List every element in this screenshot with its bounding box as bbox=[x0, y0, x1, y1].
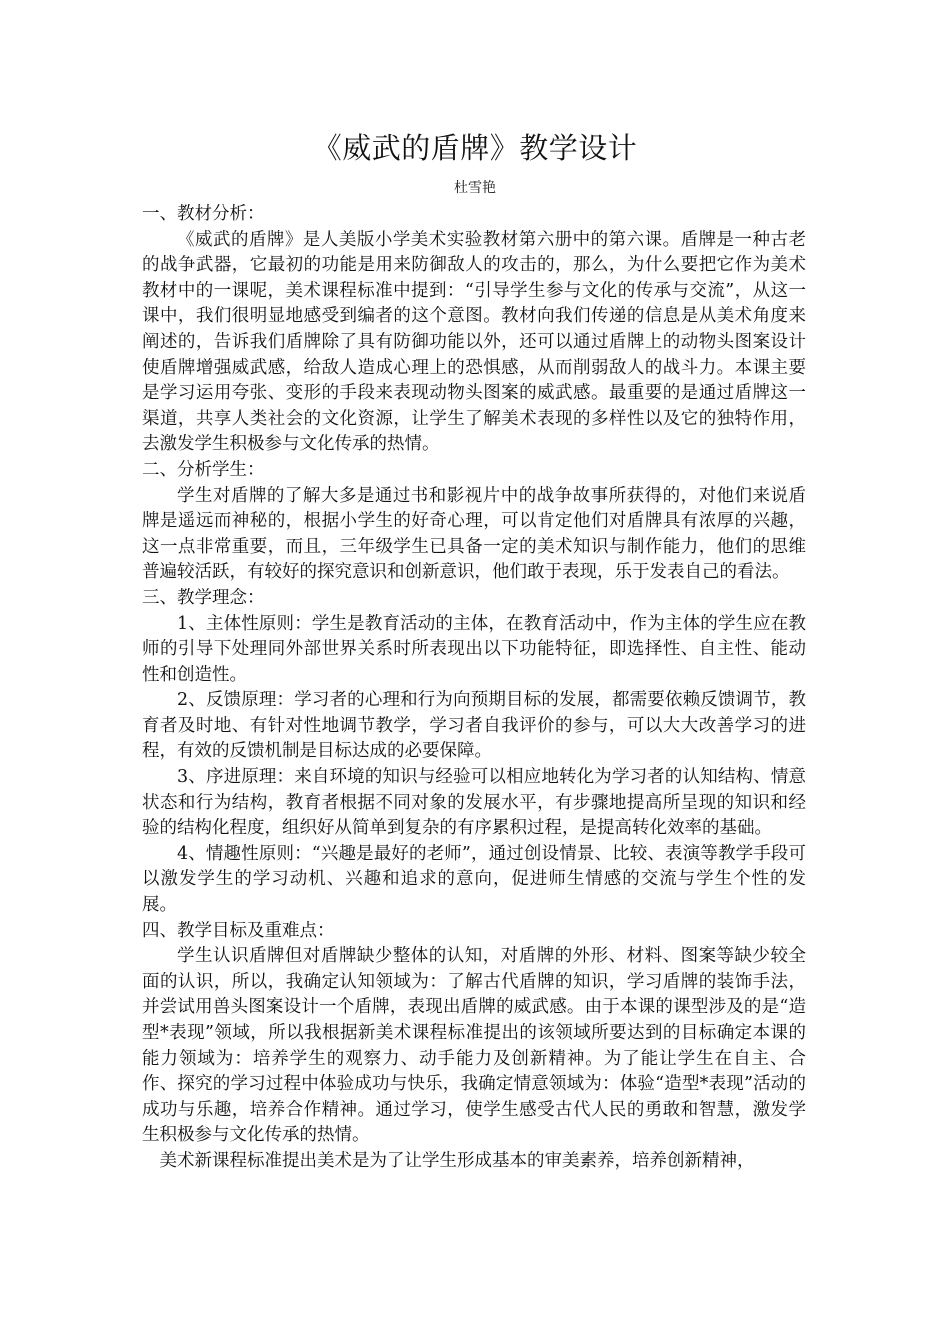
principle-paragraph: 3、序进原理：来自环境的知识与经验可以相应地转化为学习者的认知结构、情意状态和行为结构，教育者根据不同对象的发展水平，有步骤地提高所呈现的知识和经验的结构化程度，组织好从简单到复杂的有序累积过程，是提高转化效率的基础。 bbox=[142, 767, 806, 839]
principle-paragraph: 2、反馈原理：学习者的心理和行为向预期目标的发展，都需要依赖反馈调节，教育者及时地、有针对性地调节教学，学习者自我评价的参与，可以大大改善学习的进程，有效的反馈机制是目标达成的必要保障。 bbox=[142, 690, 806, 762]
section-heading: 一、教材分析： bbox=[142, 204, 265, 224]
document-author: 杜雪艳 bbox=[454, 180, 496, 196]
section-heading: 三、教学理念： bbox=[142, 587, 265, 608]
principle-paragraph: 1、主体性原则：学生是教育活动的主体，在教育活动中，作为主体的学生应在教师的引导下处理同外部世界关系时所表现出以下功能特征，即选择性、自主性、能动性和创造性。 bbox=[142, 613, 806, 685]
document-title: 《威武的盾牌》教学设计 bbox=[312, 131, 638, 165]
section-heading: 四、教学目标及重难点： bbox=[142, 920, 335, 941]
section-heading: 二、分析学生： bbox=[142, 459, 265, 480]
body-paragraph: 学生对盾牌的了解大多是通过书和影视片中的战争故事所获得的，对他们来说盾牌是遥远而神秘的，根据小学生的好奇心理，可以肯定他们对盾牌具有浓厚的兴趣，这一点非常重要，而且，三年级学生已具备一定的美术知识与制作能力，他们的思维普遍较活跃，有较好的探究意识和创新意识，他们敢于表现，乐于发表自己的看法。 bbox=[142, 485, 806, 583]
principle-paragraph: 4、情趣性原则：“兴趣是最好的老师”，通过创设情景、比较、表演等教学手段可以激发学生的学习动机、兴趣和追求的意向，促进师生情感的交流与学生个性的发展。 bbox=[142, 843, 806, 916]
body-paragraph: 《威武的盾牌》是人美版小学美术实验教材第六册中的第六课。盾牌是一种古老的战争武器，它最初的功能是用来防御敌人的攻击的，那么，为什么要把它作为美术教材中的一课呢，美术课程标准中提到：“引导学生参与文化的传承与交流”，从这一课中，我们很明显地感受到编者的这个意图。教材向我们传递的信息是从美术角度来阐述的，告诉我们盾牌除了具有防御功能以外，还可以通过盾牌上的动物头图案设计使盾牌增强威武感，给敌人造成心理上的恐惧感，从而削弱敌人的战斗力。本课主要是学习运用夸张、变形的手段来表现动物头图案的威武感。最重要的是通过盾牌这一渠道，共享人类社会的文化资源，让学生了解美术表现的多样性以及它的独特作用，去激发学生积极参与文化传承的热情。 bbox=[142, 229, 806, 455]
closing-paragraph: 美术新课程标准提出美术是为了让学生形成基本的审美素养，培养创新精神， bbox=[159, 1150, 755, 1171]
document-body bbox=[142, 202, 806, 1175]
body-paragraph: 学生认识盾牌但对盾牌缺少整体的认知，对盾牌的外形、材料、图案等缺少较全面的认识，所以，我确定认知领域为：了解古代盾牌的知识，学习盾牌的装饰手法，并尝试用兽头图案设计一个盾牌，表现出盾牌的威武感。由于本课的课型涉及的是“造型*表现”领域，所以我根据新美术课程标准提出的该领域所要达到的目标确定本课的能力领域为：培养学生的观察力、动手能力及创新精神。为了能让学生在自主、合作、探究的学习过程中体验成功与快乐，我确定情意领域为：体验“造型*表现”活动的成功与乐趣，培养合作精神。通过学习，使学生感受古代人民的勇敢和智慧，激发学生积极参与文化传承的热情。 bbox=[142, 946, 806, 1146]
